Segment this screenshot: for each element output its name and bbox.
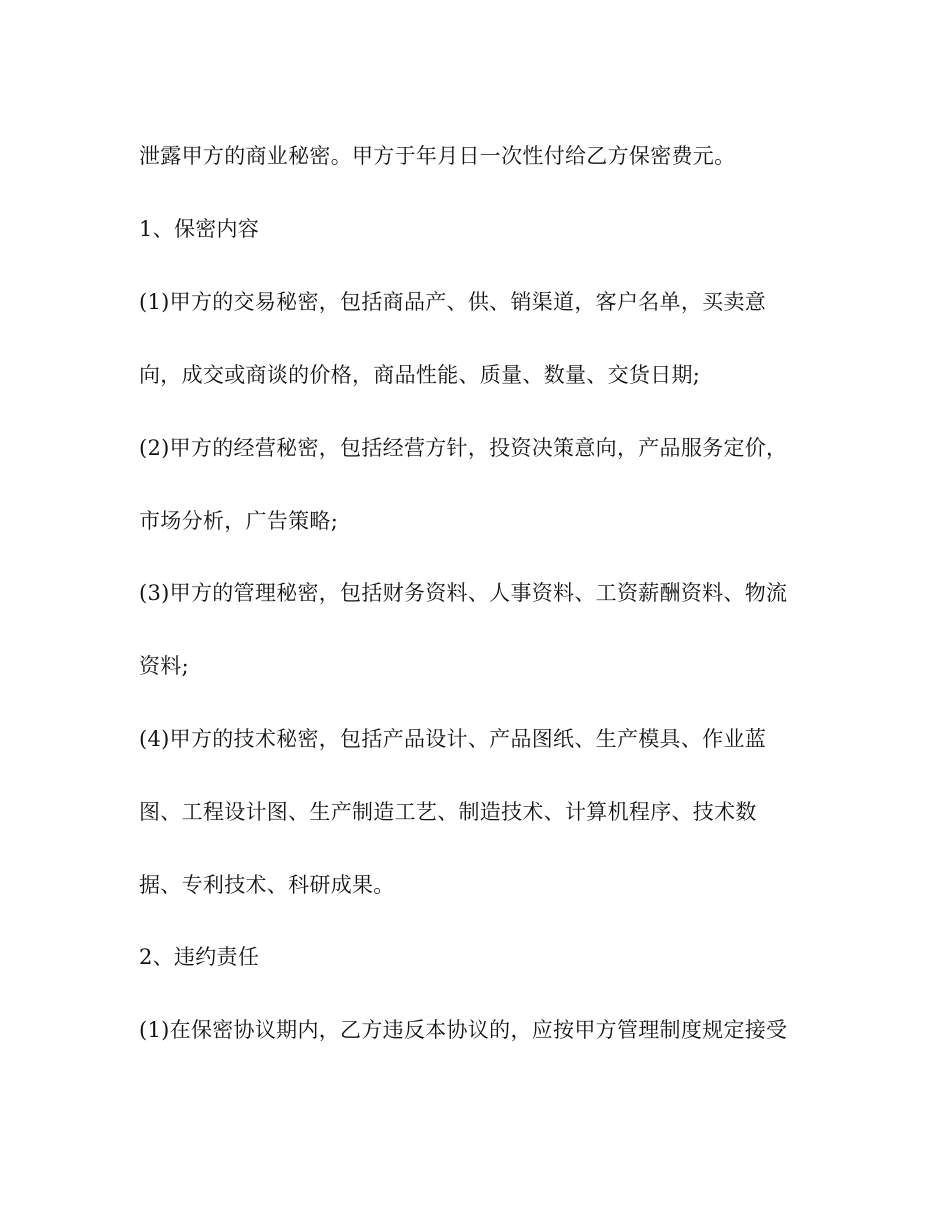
paragraph-line: 向，成交或商谈的价格，商品性能、质量、数量、交货日期; <box>139 363 701 387</box>
paragraph-line: 泄露甲方的商业秘密。甲方于年月日一次性付给乙方保密费元。 <box>139 144 736 168</box>
paragraph-line: 据、专利技术、科研成果。 <box>139 873 395 897</box>
paragraph-line: 资料; <box>139 654 189 678</box>
paragraph-line: (4)甲方的技术秘密，包括产品设计、产品图纸、生产模具、作业蓝 <box>139 727 767 751</box>
paragraph-line: (1)甲方的交易秘密，包括商品产、供、销渠道，客户名单，买卖意 <box>139 290 767 314</box>
paragraph-line: (1)在保密协议期内，乙方违反本协议的，应按甲方管理制度规定接受 <box>139 1018 788 1042</box>
paragraph-line: 图、工程设计图、生产制造工艺、制造技术、计算机程序、技术数 <box>139 800 757 824</box>
section-heading-confidential-content: 1、保密内容 <box>139 217 260 241</box>
paragraph-line: (2)甲方的经营秘密，包括经营方针，投资决策意向，产品服务定价， <box>139 436 788 460</box>
paragraph-line: (3)甲方的管理秘密，包括财务资料、人事资料、工资薪酬资料、物流 <box>139 581 788 605</box>
paragraph-line: 市场分析，广告策略; <box>139 509 339 533</box>
section-heading-breach-liability: 2、违约责任 <box>139 945 260 969</box>
